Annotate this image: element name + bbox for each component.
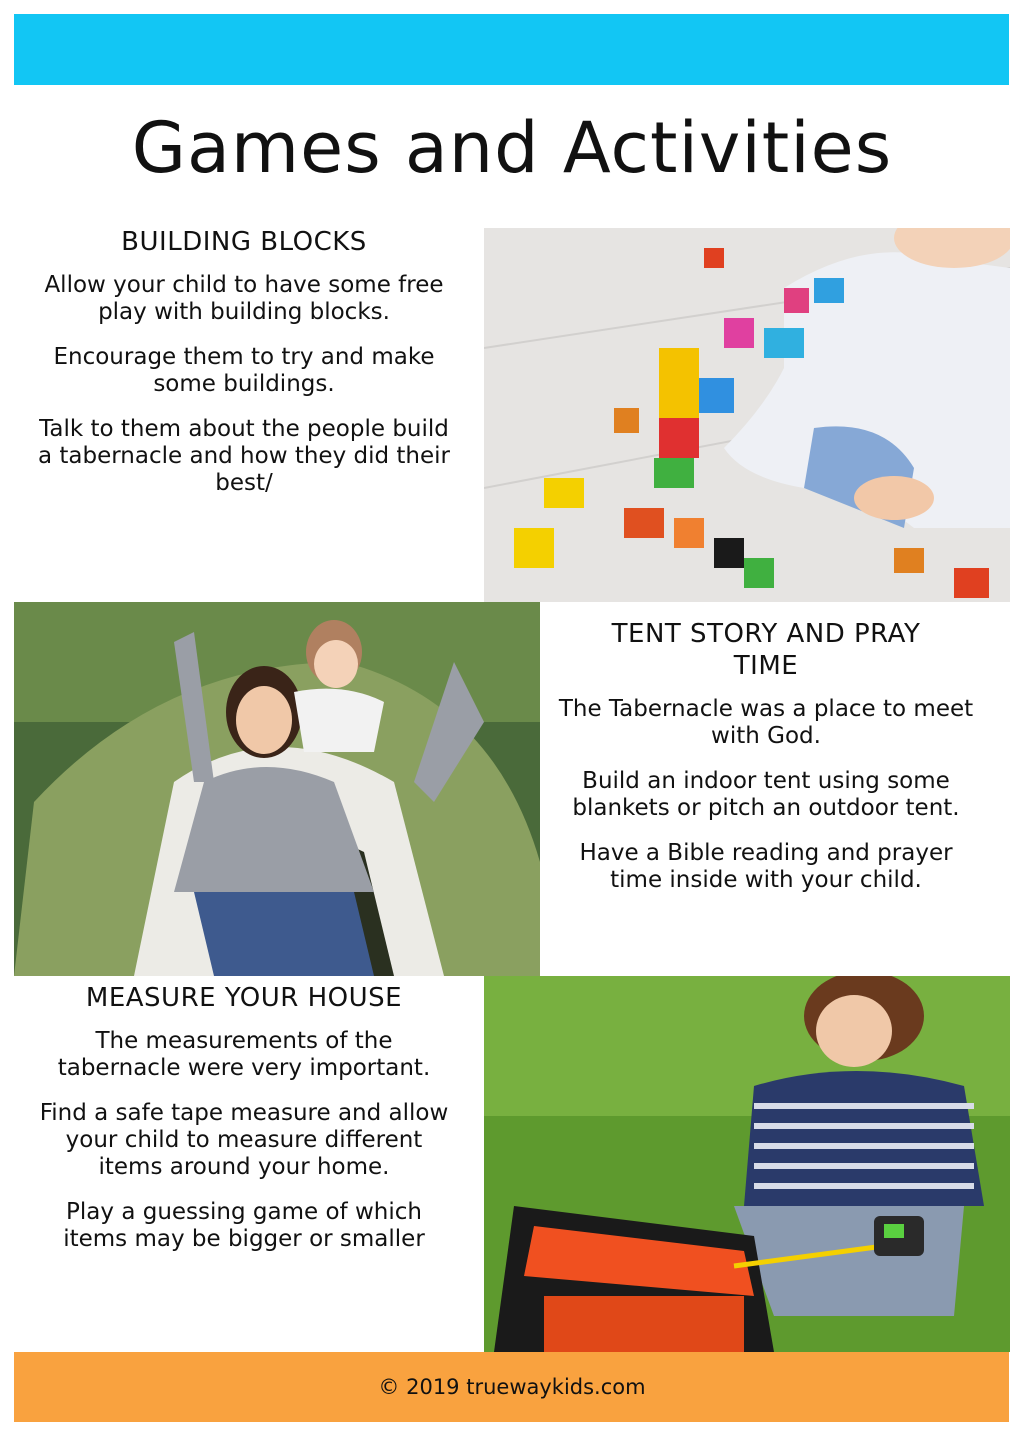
tent-story-heading: TENT STORY AND PRAY TIME xyxy=(611,619,921,681)
building-blocks-heading: BUILDING BLOCKS xyxy=(121,227,367,257)
measure-house-heading: MEASURE YOUR HOUSE xyxy=(85,983,403,1013)
building-blocks-text xyxy=(34,226,454,515)
tent-story-para-1: The Tabernacle was a place to meet with God. xyxy=(558,696,974,749)
tent-photo xyxy=(14,602,540,976)
building-blocks-para-2: Encourage them to try and make some buildings. xyxy=(53,344,435,397)
measure-house-para-2: Find a safe tape measure and allow your child to measure different items around your home. xyxy=(39,1100,449,1180)
tent-story-para-3: Have a Bible reading and prayer time inside with your child. xyxy=(579,840,953,893)
measure-house-para-1: The measurements of the tabernacle were very important. xyxy=(57,1028,431,1081)
footer-copyright: © 2019 truewaykids.com xyxy=(378,1375,646,1399)
top-color-bar xyxy=(14,14,1009,85)
building-blocks-para-1: Allow your child to have some free play with building blocks. xyxy=(44,272,444,325)
building-blocks-para-3: Talk to them about the people build a tabernacle and how they did their best/ xyxy=(37,416,450,496)
page-title: Games and Activities xyxy=(131,107,893,189)
tent-story-text xyxy=(556,618,976,912)
measure-photo xyxy=(484,976,1010,1352)
building-blocks-photo xyxy=(484,228,1010,602)
measure-house-text xyxy=(34,982,454,1271)
measure-house-para-3: Play a guessing game of which items may be bigger or smaller xyxy=(63,1199,425,1252)
tent-story-para-2: Build an indoor tent using some blankets or pitch an outdoor tent. xyxy=(572,768,960,821)
